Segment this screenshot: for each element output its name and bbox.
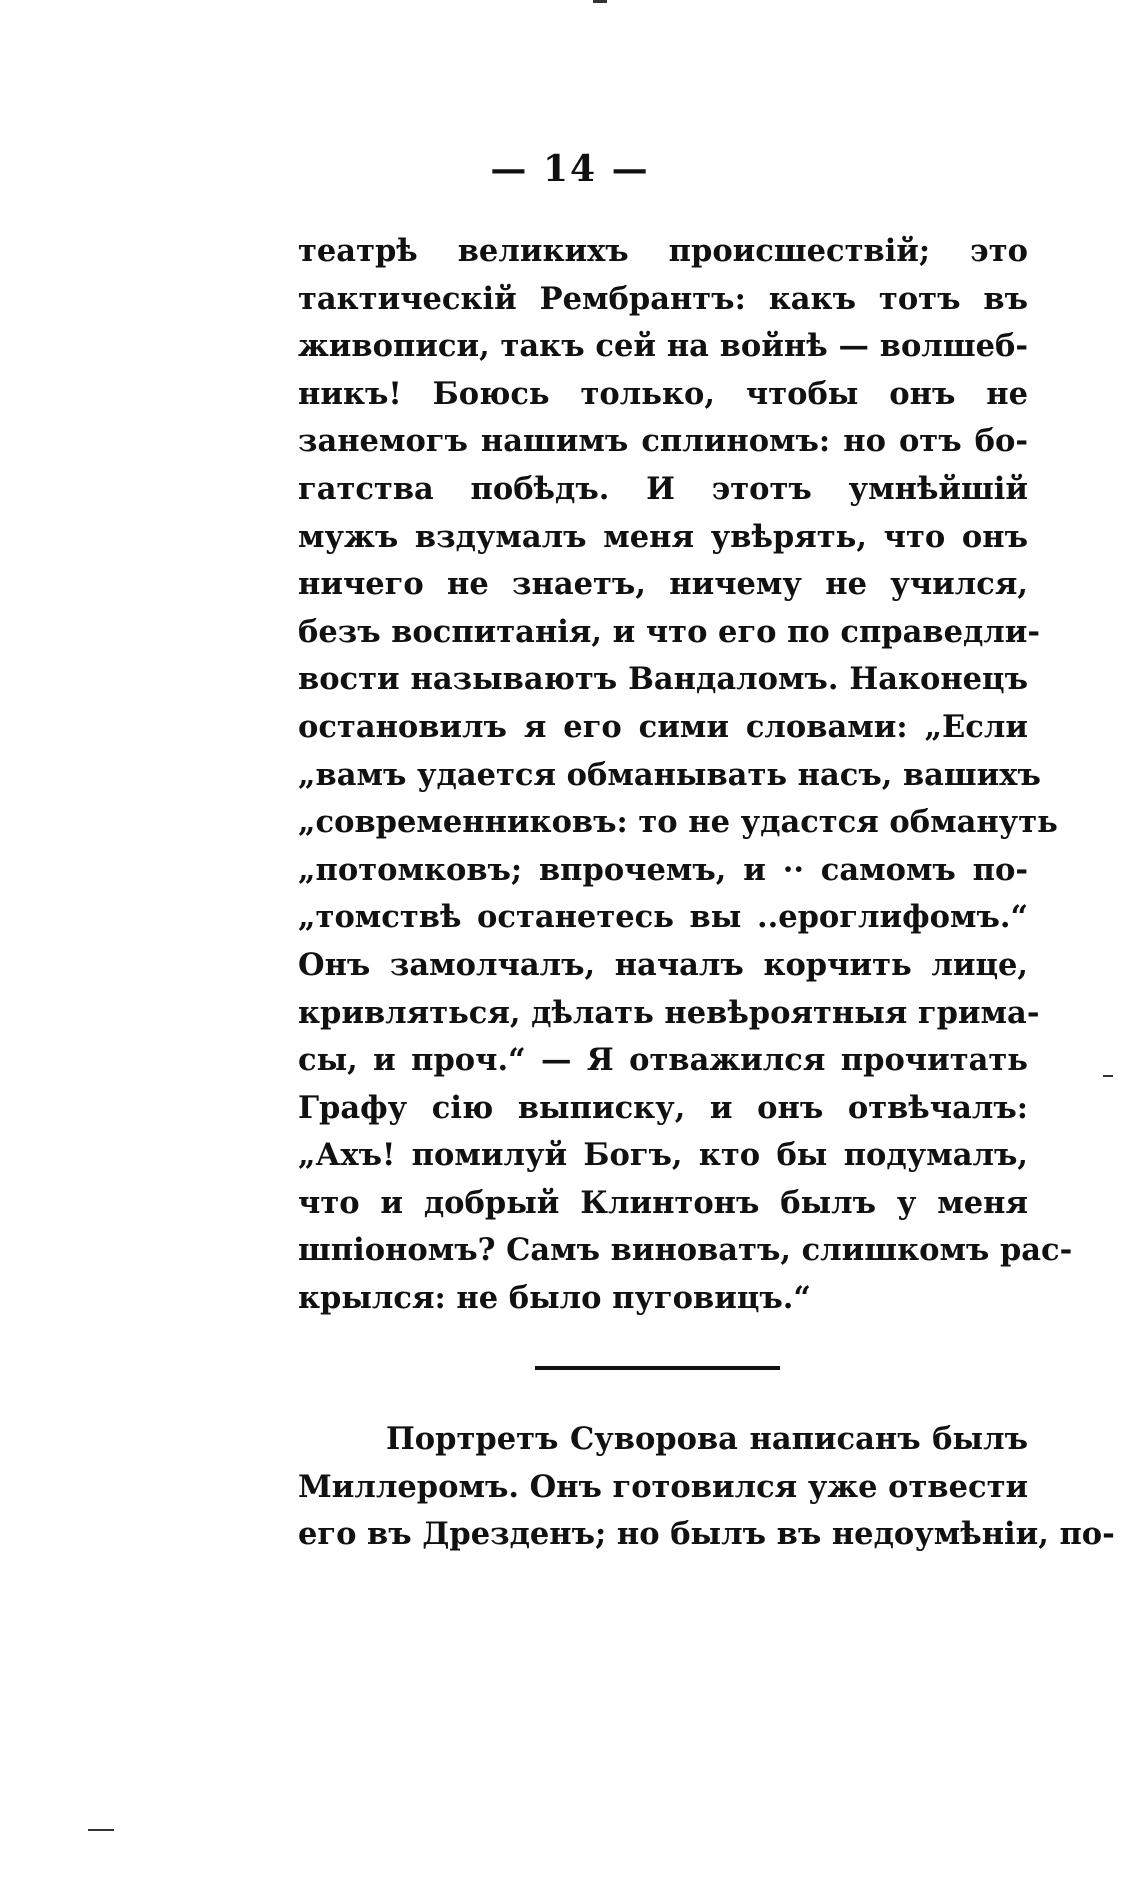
text-line: кривляться, дѣлать невѣроятныя грима- — [298, 994, 1040, 1031]
paragraph-continued — [298, 228, 1073, 1323]
scan-mark-right — [1103, 1075, 1113, 1077]
text-line: гатства побѣдъ. И этотъ умнѣйшій — [298, 470, 1028, 507]
text-line: „вамъ удается обманывать насъ, вашихъ — [298, 756, 1041, 793]
page-number: — 14 — — [490, 148, 650, 190]
text-line: шпіономъ? Самъ виноватъ, слишкомъ рас- — [298, 1232, 1073, 1269]
text-line: Графу сію выписку, и онъ отвѣчалъ: — [298, 1089, 1028, 1126]
text-line: никъ! Боюсь только, чтобы онъ не — [298, 375, 1028, 412]
text-line: его въ Дрезденъ; но былъ въ недоумѣніи, по- — [298, 1516, 1115, 1553]
text-line: мужъ вздумалъ меня увѣрять, что онъ — [298, 518, 1028, 555]
text-line: остановилъ я его сими словами: „Если — [298, 708, 1028, 745]
section-divider — [535, 1366, 780, 1370]
text-line: тактическій Рембрантъ: какъ тотъ въ — [298, 280, 1028, 317]
scan-mark-bottom — [88, 1829, 114, 1831]
paragraph-new — [298, 1416, 1115, 1559]
text-line: крылся: не было пуговицъ.“ — [298, 1280, 811, 1317]
text-line: „современниковъ: то не удастся обмануть — [298, 804, 1058, 841]
text-line: „потомковъ; впрочемъ, и ·· самомъ по- — [298, 851, 1028, 888]
text-line: „Ахъ! помилуй Богъ, кто бы подумалъ, — [298, 1137, 1028, 1174]
text-line: Портретъ Суворова написанъ былъ — [386, 1421, 1028, 1457]
text-line: театрѣ великихъ происшествій; это — [298, 233, 1028, 269]
text-line: ничего не знаетъ, ничему не учился, — [298, 566, 1028, 603]
text-line: вости называютъ Вандаломъ. Наконецъ — [298, 661, 1028, 698]
text-line: занемогъ нашимъ сплиномъ: но отъ бо- — [298, 423, 1028, 460]
text-line: что и добрый Клинтонъ былъ у меня — [298, 1184, 1028, 1221]
text-line: сы, и проч.“ — Я отважился прочитать — [298, 1042, 1028, 1079]
text-line: Онъ замолчалъ, началъ корчить лице, — [298, 946, 1028, 983]
scan-mark-top — [593, 0, 607, 3]
text-line: живописи, такъ сей на войнѣ — волшеб- — [298, 328, 1028, 365]
text-line: „томствѣ останетесь вы ..ероглифомъ.“ — [298, 899, 1028, 936]
text-line: Миллеромъ. Онъ готовился уже отвести — [298, 1468, 1029, 1505]
text-line: безъ воспитанія, и что его по справедли- — [298, 613, 1041, 650]
